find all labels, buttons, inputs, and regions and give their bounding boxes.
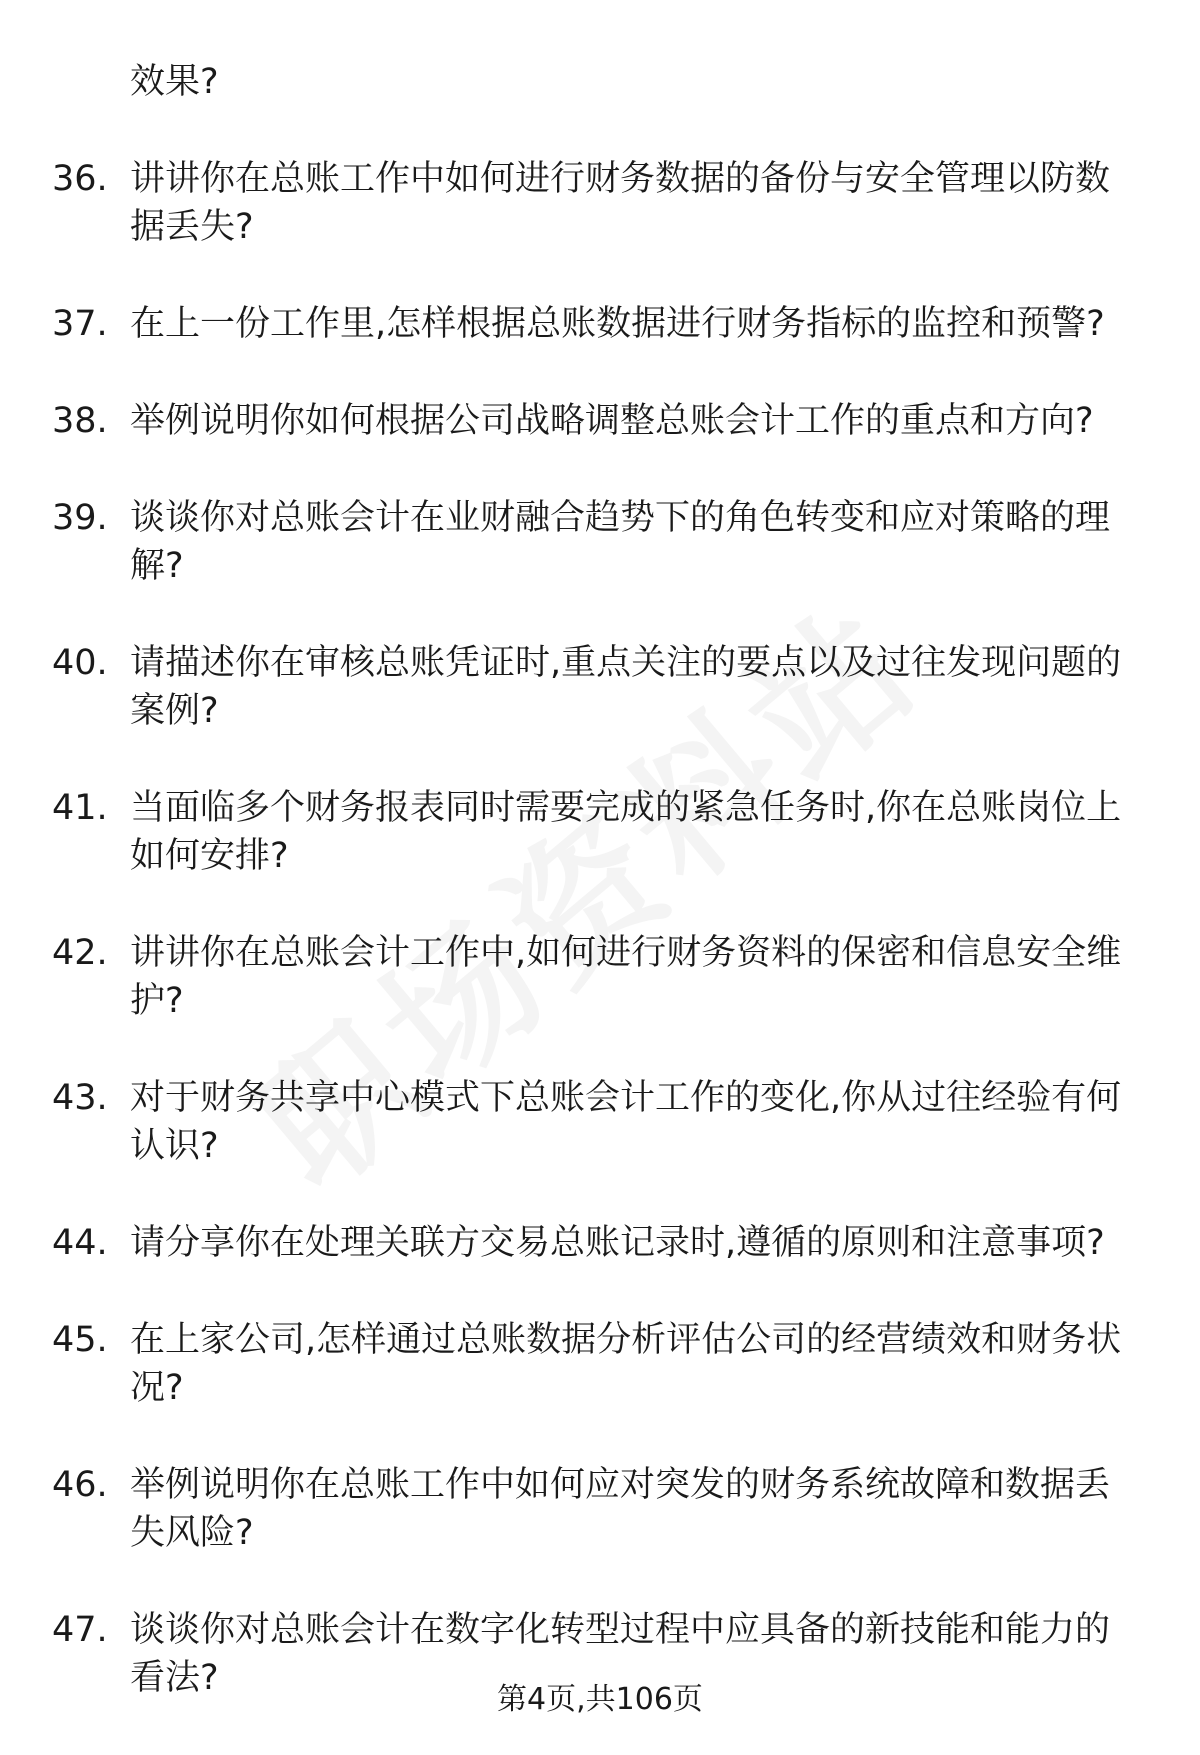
question-item	[0, 929, 1200, 1025]
question-item	[0, 494, 1200, 590]
question-text: 请分享你在处理关联方交易总账记录时,遵循的原则和注意事项?	[130, 1223, 1105, 1263]
question-number: 39.	[52, 498, 108, 538]
question-text: 讲讲你在总账会计工作中,如何进行财务资料的保密和信息安全维护?	[130, 933, 1122, 1021]
question-text: 请描述你在审核总账凭证时,重点关注的要点以及过往发现问题的案例?	[130, 643, 1122, 731]
question-item	[0, 397, 1200, 445]
question-text: 谈谈你对总账会计在业财融合趋势下的角色转变和应对策略的理解?	[130, 498, 1111, 586]
question-number: 43.	[52, 1078, 108, 1118]
question-number: 47.	[52, 1610, 108, 1650]
question-list	[0, 155, 1200, 1702]
question-text: 举例说明你如何根据公司战略调整总账会计工作的重点和方向?	[130, 401, 1094, 441]
question-number: 38.	[52, 401, 108, 441]
continued-question-text: 效果?	[130, 62, 219, 102]
question-text: 对于财务共享中心模式下总账会计工作的变化,你从过往经验有何认识?	[130, 1078, 1122, 1166]
question-item	[0, 1074, 1200, 1170]
question-item	[0, 639, 1200, 735]
question-text: 讲讲你在总账工作中如何进行财务数据的备份与安全管理以防数据丢失?	[130, 159, 1111, 247]
question-number: 44.	[52, 1223, 108, 1263]
question-item	[0, 300, 1200, 348]
question-number: 37.	[52, 304, 108, 344]
question-number: 42.	[52, 933, 108, 973]
question-text: 在上家公司,怎样通过总账数据分析评估公司的经营绩效和财务状况?	[130, 1320, 1122, 1408]
question-number: 46.	[52, 1465, 108, 1505]
question-text: 当面临多个财务报表同时需要完成的紧急任务时,你在总账岗位上如何安排?	[130, 788, 1122, 876]
question-item	[0, 1461, 1200, 1557]
question-item	[0, 784, 1200, 880]
question-item	[0, 1316, 1200, 1412]
question-text: 举例说明你在总账工作中如何应对突发的财务系统故障和数据丢失风险?	[130, 1465, 1111, 1553]
question-number: 45.	[52, 1320, 108, 1360]
question-number: 36.	[52, 159, 108, 199]
question-item	[0, 155, 1200, 251]
question-text: 谈谈你对总账会计在数字化转型过程中应具备的新技能和能力的看法?	[130, 1610, 1111, 1698]
question-number: 41.	[52, 788, 108, 828]
page-footer: 第4页,共106页	[497, 1682, 703, 1717]
question-item	[0, 1219, 1200, 1267]
question-text: 在上一份工作里,怎样根据总账数据进行财务指标的监控和预警?	[130, 304, 1105, 344]
question-number: 40.	[52, 643, 108, 683]
